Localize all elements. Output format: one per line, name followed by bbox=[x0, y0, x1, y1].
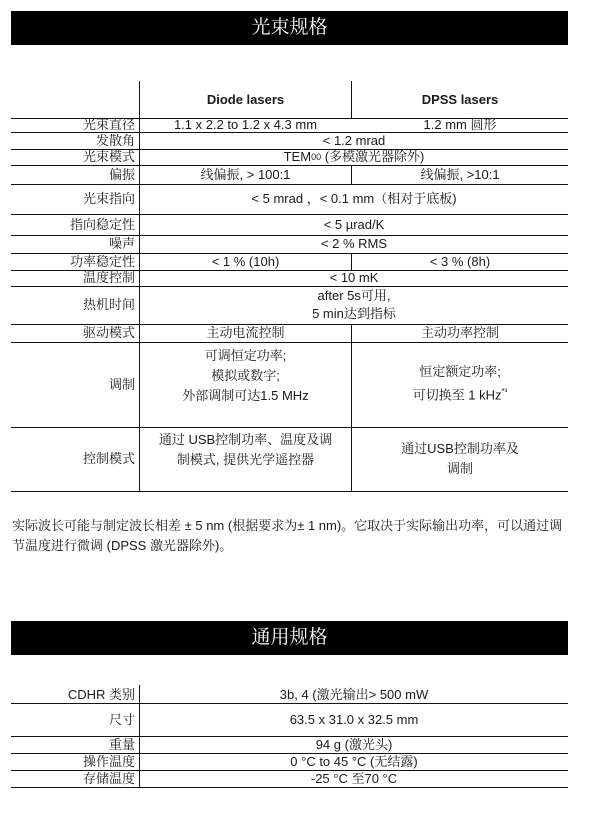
storage-temperature-value: -25 °C 至70 °C bbox=[310, 770, 398, 786]
divergence-value: < 1.2 mrad bbox=[322, 132, 386, 148]
row-label-noise: 噪声 bbox=[108, 236, 135, 251]
row-label-temperature-control: 温度控制 bbox=[82, 270, 135, 285]
tem-subscript: 00 bbox=[311, 152, 322, 162]
beam-spec-title: 光束规格 bbox=[11, 11, 568, 45]
row-label-beam-diameter: 光束直径 bbox=[82, 117, 135, 132]
beam-diameter-diode: 1.1 x 2.2 to 1.2 x 4.3 mm bbox=[173, 117, 318, 132]
row-label-beam-pointing: 光束指向 bbox=[82, 191, 135, 206]
row-label-weight: 重量 bbox=[108, 736, 135, 752]
row-label-size: 尺寸 bbox=[108, 711, 135, 727]
polarization-diode: 线偏振, > 100:1 bbox=[200, 166, 291, 182]
row-label-cdhr: CDHR 类别 bbox=[67, 686, 135, 702]
beam-mode-value bbox=[140, 149, 568, 165]
row-label-beam-mode: 光束模式 bbox=[82, 149, 135, 164]
beam-diameter-dpss: 1.2 mm 圆形 bbox=[423, 117, 497, 132]
column-header-dpss: DPSS lasers bbox=[421, 92, 499, 107]
modulation-diode bbox=[140, 344, 351, 408]
modulation-dpss-line-1: 恒定额定功率; bbox=[419, 364, 501, 380]
row-label-modulation: 调制 bbox=[108, 376, 135, 392]
wavelength-note: 实际波长可能与制定波长相差 ± 5 nm (根据要求为± 1 nm)。它取决于实际输出功率，可以通过调节温度进行微调 (DPSS 激光器除外)。 bbox=[12, 518, 563, 553]
temperature-control-value: < 10 mK bbox=[329, 270, 379, 285]
modulation-diode-line-1: 可调恒定功率; bbox=[204, 348, 287, 363]
control-mode-dpss-line-2: 调制 bbox=[446, 461, 473, 476]
control-mode-dpss-line-1: 通过USB控制功率及 bbox=[401, 441, 519, 456]
noise-value: < 2 % RMS bbox=[320, 236, 388, 251]
power-stability-diode: < 1 % (10h) bbox=[211, 253, 280, 269]
general-spec-title: 通用规格 bbox=[11, 621, 568, 655]
pointing-stability-value: < 5 µrad/K bbox=[323, 216, 385, 232]
cdhr-value: 3b, 4 (激光输出> 500 mW bbox=[279, 686, 429, 702]
modulation-diode-line-2: 模拟或数字; bbox=[211, 368, 280, 383]
row-label-power-stability: 功率稳定性 bbox=[69, 253, 135, 269]
size-value: 63.5 x 31.0 x 32.5 mm bbox=[289, 711, 419, 727]
drive-mode-dpss: 主动功率控制 bbox=[420, 325, 499, 340]
warmup-line-2: 5 min达到指标 bbox=[312, 306, 396, 321]
row-label-warmup-time: 热机时间 bbox=[82, 297, 135, 312]
drive-mode-diode: 主动电流控制 bbox=[206, 325, 285, 340]
column-header-diode: Diode lasers bbox=[206, 92, 285, 107]
power-stability-dpss: < 3 % (8h) bbox=[429, 253, 491, 269]
row-label-polarization: 偏振 bbox=[108, 166, 135, 182]
warmup-line-1: after 5s可用, bbox=[317, 288, 391, 303]
row-label-storage-temperature: 存储温度 bbox=[82, 770, 135, 786]
polarization-dpss: 线偏振, >10:1 bbox=[420, 166, 500, 182]
beam-mode-note: (多模激光器除外) bbox=[324, 149, 425, 164]
control-mode-diode-line-2: 制模式, 提供光学遥控器 bbox=[176, 452, 315, 467]
modulation-diode-line-3: 外部调制可达1.5 MHz bbox=[182, 388, 309, 403]
control-mode-diode bbox=[140, 427, 351, 473]
tem-label: TEM bbox=[283, 149, 312, 164]
row-label-pointing-stability: 指向稳定性 bbox=[69, 216, 135, 232]
row-label-drive-mode: 驱动模式 bbox=[82, 325, 135, 340]
row-label-divergence: 发散角 bbox=[95, 132, 135, 148]
modulation-dpss bbox=[352, 362, 568, 406]
warmup-time-value bbox=[140, 286, 568, 324]
beam-pointing-value: < 5 mrad ，< 0.1 mm（相对于底板) bbox=[251, 191, 457, 206]
row-label-control-mode: 控制模式 bbox=[82, 451, 135, 466]
operating-temperature-value: 0 °C to 45 °C (无结露) bbox=[290, 753, 418, 769]
row-label-operating-temperature: 操作温度 bbox=[82, 753, 135, 769]
control-mode-dpss bbox=[352, 436, 568, 482]
footnote-marker: *³ bbox=[501, 387, 508, 397]
control-mode-diode-line-1: 通过 USB控制功率、温度及调 bbox=[158, 432, 333, 447]
modulation-dpss-line-2: 可切换至 1 kHz$^{*^3}$ bbox=[412, 387, 508, 403]
weight-value: 94 g (激光头) bbox=[315, 736, 393, 752]
